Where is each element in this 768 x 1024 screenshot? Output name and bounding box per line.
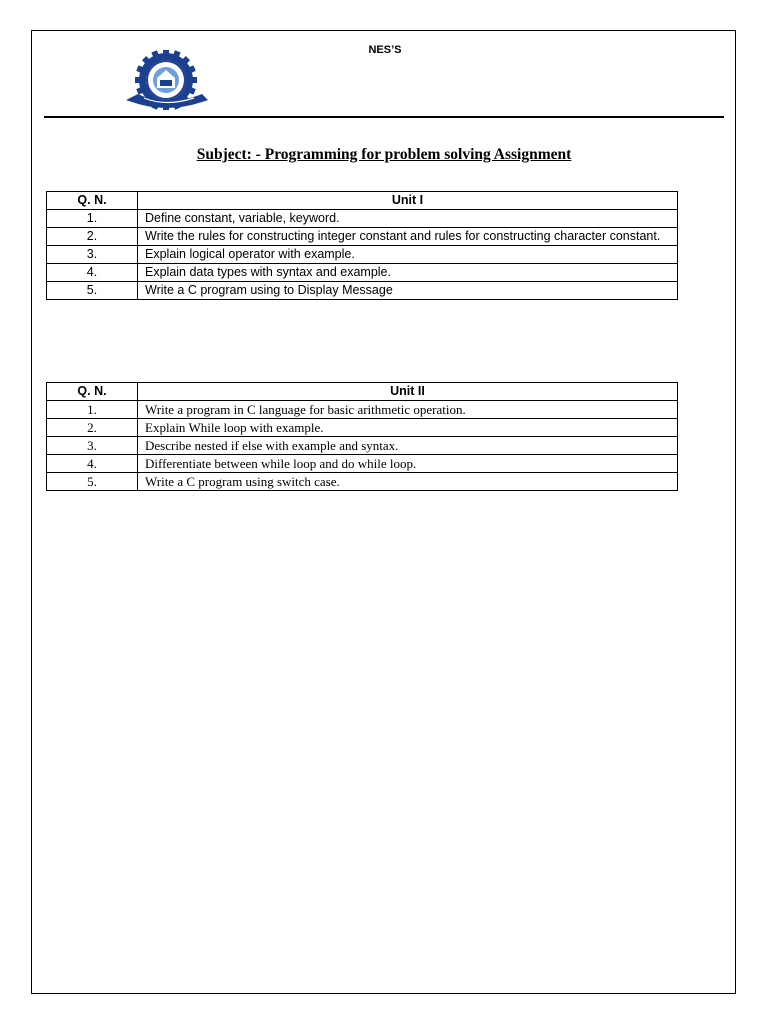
page-border xyxy=(31,30,736,994)
question-number: 1. xyxy=(47,401,138,419)
table-row xyxy=(47,264,678,282)
question-number: 3. xyxy=(47,437,138,455)
question-text: Explain logical operator with example. xyxy=(138,246,678,264)
question-text: Write the rules for constructing integer constant and rules for constructing character constant. xyxy=(138,228,678,246)
org-name: NES’S xyxy=(368,44,402,56)
question-number: 4. xyxy=(47,455,138,473)
column-header-unit: Unit II xyxy=(138,383,678,401)
question-text: Define constant, variable, keyword. xyxy=(138,210,678,228)
header-divider xyxy=(44,116,724,118)
question-number: 1. xyxy=(47,210,138,228)
college-emblem-logo xyxy=(116,50,224,110)
table-row xyxy=(47,401,678,419)
table-row xyxy=(47,473,678,491)
column-header-unit: Unit I xyxy=(138,192,678,210)
question-text: Write a C program using to Display Message xyxy=(138,282,678,300)
table-row xyxy=(47,210,678,228)
table-header-row xyxy=(47,383,678,401)
table-row xyxy=(47,228,678,246)
question-text: Describe nested if else with example and syntax. xyxy=(138,437,678,455)
question-text: Explain data types with syntax and example. xyxy=(138,264,678,282)
question-number: 4. xyxy=(47,264,138,282)
table-row xyxy=(47,455,678,473)
question-number: 5. xyxy=(47,473,138,491)
table-header-row xyxy=(47,192,678,210)
question-number: 2. xyxy=(47,228,138,246)
question-number: 2. xyxy=(47,419,138,437)
unit-1-question-table xyxy=(46,191,678,300)
table-row xyxy=(47,282,678,300)
question-text: Write a C program using switch case. xyxy=(138,473,678,491)
question-text: Write a program in C language for basic arithmetic operation. xyxy=(138,401,678,419)
column-header-qn: Q. N. xyxy=(47,383,138,401)
table-row xyxy=(47,246,678,264)
table-row xyxy=(47,419,678,437)
table-row xyxy=(47,437,678,455)
question-number: 3. xyxy=(47,246,138,264)
subject-title: Subject: - Programming for problem solving Assignment xyxy=(196,146,572,163)
unit-2-question-table xyxy=(46,382,678,491)
question-number: 5. xyxy=(47,282,138,300)
column-header-qn: Q. N. xyxy=(47,192,138,210)
question-text: Explain While loop with example. xyxy=(138,419,678,437)
question-text: Differentiate between while loop and do while loop. xyxy=(138,455,678,473)
